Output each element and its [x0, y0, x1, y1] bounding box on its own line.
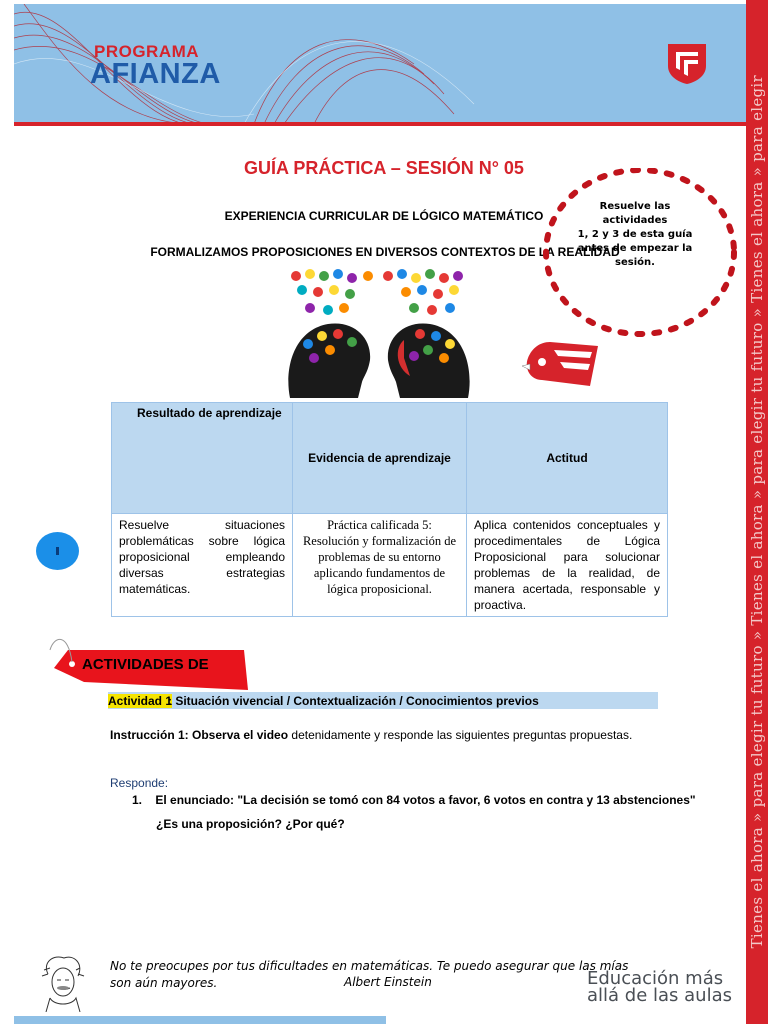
heads-illustration	[284, 268, 474, 398]
header-attitude: Actitud	[546, 451, 588, 465]
learning-outcomes-table	[111, 402, 668, 617]
table-cell	[293, 514, 467, 617]
slogan-line-1: Educación más	[587, 968, 724, 989]
footer-slogan	[587, 970, 732, 1004]
table-header-cell	[467, 403, 668, 514]
table-header-cell	[112, 403, 293, 514]
note-line-4: sesión.	[615, 257, 655, 268]
course-subtitle: EXPERIENCIA CURRICULAR DE LÓGICO MATEMÁTICO	[224, 209, 544, 223]
question-1-followup: ¿Es una proposición? ¿Por qué?	[156, 817, 345, 831]
einstein-portrait-icon	[40, 954, 86, 1012]
instruction-text: detenidamente y responde las siguientes preguntas propuestas.	[288, 728, 633, 742]
footer-quote: No te preocupes por tus dificultades en matemáticas. Te puedo asegurar que las mías son aún mayores.	[110, 959, 629, 990]
learning-evidence-text: Práctica calificada 5: Resolución y formalización de problemas de su entorno aplicando fundamentos de lógica proposicional.	[302, 518, 457, 596]
note-line-2: 1, 2 y 3 de esta guía	[577, 229, 693, 240]
note-line-1: Resuelve las actividades	[599, 201, 671, 226]
instruction-label: Instrucción 1: Observa el video	[110, 728, 289, 742]
shield-logo-icon	[666, 40, 708, 84]
quote-author: Albert Einstein	[340, 975, 432, 989]
brand-program-name: AFIANZA	[90, 58, 221, 90]
session-subtitle: FORMALIZAMOS PROPOSICIONES EN DIVERSOS CONTEXTOS DE LA REALIDAD	[150, 245, 620, 259]
attitude-text: Aplica contenidos conceptuales y procedimentales de Lógica Proposicional para solucionar problemas de la realidad, de manera acertada, responsable y proactiva.	[474, 518, 660, 612]
side-slogan: Tienes el ahora » para elegir tu futuro » Tienes el ahora » para elegir tu futuro » Tienes el ahora » para elegir	[748, 75, 766, 949]
page-title: GUÍA PRÁCTICA – SESIÓN N° 05	[244, 158, 524, 178]
table-cell	[112, 514, 293, 617]
banner-divider	[14, 122, 746, 126]
table-header-row	[112, 403, 668, 514]
learning-result-text: Resuelve situaciones problemáticas sobre lógica proposicional empleando diversas estrategias matemáticas.	[119, 518, 285, 596]
header-learning-evidence: Evidencia de aprendizaje	[308, 451, 451, 465]
slogan-line-2: allá de las aulas	[587, 985, 732, 1006]
activity-number: Actividad 1	[108, 694, 173, 708]
table-cell	[467, 514, 668, 617]
activity-description: : Situación vivencial / Contextualización / Conocimientos previos	[168, 694, 539, 708]
instruction	[110, 728, 632, 742]
note-line-3: antes de empezar la	[577, 243, 693, 254]
brand-program-label: PROGRAMA	[94, 42, 200, 61]
table-header-cell	[293, 403, 467, 514]
idea-icons-cluster	[291, 269, 463, 315]
responde-label: Responde:	[110, 776, 169, 790]
question-text: El enunciado: "La decisión se tomó con 84 votos a favor, 6 votos en contra y 13 abstenciones"	[155, 793, 696, 807]
note-text	[570, 200, 700, 270]
question-number: 1.	[132, 793, 143, 807]
activities-tag-label: ACTIVIDADES DE	[82, 656, 209, 673]
info-bubble-icon	[36, 532, 79, 570]
side-strip-text	[746, 0, 768, 1024]
mascot-logo-icon	[520, 340, 602, 388]
footer-bar	[14, 1016, 386, 1024]
question-1	[132, 793, 696, 807]
header-learning-result: Resultado de aprendizaje	[137, 406, 282, 420]
table-row	[112, 514, 668, 617]
